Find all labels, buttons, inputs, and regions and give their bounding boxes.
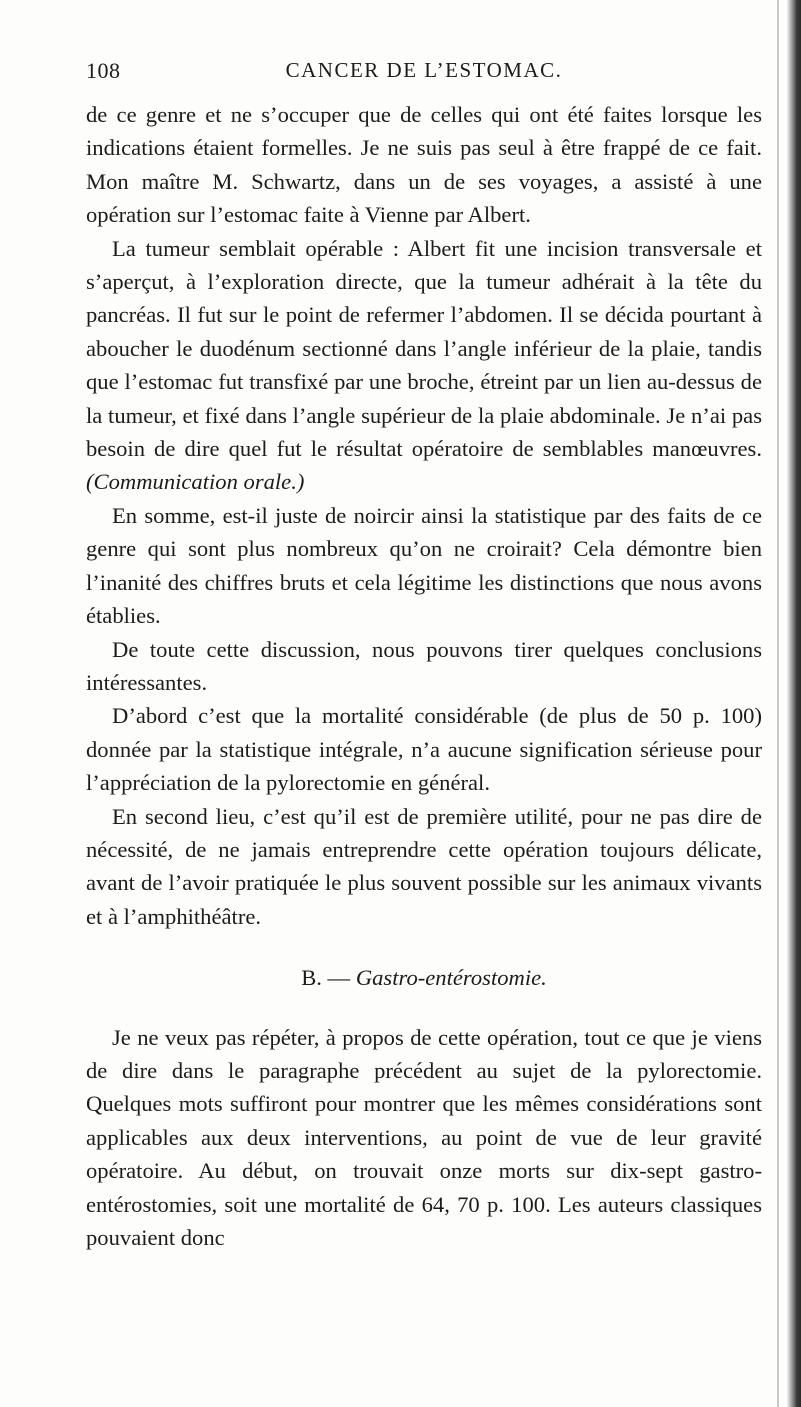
paragraph-6 (86, 800, 762, 934)
paragraph-4-text: De toute cette discussion, nous pouvons tirer quelques conclusions intéressantes. (86, 636, 762, 695)
section-title: Gastro-entérostomie. (355, 965, 547, 991)
paragraph-1 (86, 98, 762, 232)
paragraph-2 (86, 232, 762, 499)
section-heading (86, 961, 762, 994)
paragraph-1-text: de ce genre et ne s’occuper que de celles qui ont été faites lorsque les indications étaient formelles. Je ne suis pas seul à être frappé de ce fait. Mon maître M. Schwartz, dans un de ses voyages, a assisté à une opération sur l’estomac faite à Vienne par Albert. (86, 102, 762, 228)
paragraph-2-note: (Communication orale.) (86, 469, 305, 495)
paragraph-7 (86, 1021, 762, 1255)
paragraph-5-text: D’abord c’est que la mortalité considérable (de plus de 50 p. 100) donnée par la statistique intégrale, n’a aucune signification sérieuse pour l’appréciation de la pylorectomie en général. (86, 703, 762, 796)
running-head (86, 58, 762, 88)
paragraph-6-text: En second lieu, c’est qu’il est de première utilité, pour ne pas dire de nécessité, de ne jamais entreprendre cette opération toujours délicate, avant de l’avoir pratiquée le plus souvent possible sur les animaux vivants et à l’amphithéâtre. (86, 803, 762, 929)
body-text (86, 98, 762, 1254)
paragraph-3 (86, 499, 762, 633)
paragraph-4 (86, 633, 762, 700)
scan-edge-line (777, 0, 779, 1407)
running-title: CANCER DE L’ESTOMAC. (285, 58, 563, 82)
paragraph-2-text: La tumeur semblait opérable : Albert fit une incision transversale et s’aperçut, à l’exploration directe, que la tumeur adhérait à la tête du pancréas. Il fut sur le point de refermer l’abdomen. Il se décida pourtant à aboucher le duodénum sectionné dans l’angle inférieur de la plaie, tandis que l’estomac fut transfixé par une broche, étreint par un lien au-dessus de la tumeur, et fixé dans l’angle supérieur de la plaie abdominale. Je n’ai pas besoin de dire quel fut le résultat opératoire de semblables manœuvres. (86, 235, 762, 462)
paragraph-5 (86, 699, 762, 799)
paragraph-7-text: Je ne veux pas répéter, à propos de cette opération, tout ce que je viens de dire dans le paragraphe précédent au sujet de la pylorectomie. Quelques mots suffiront pour montrer que les mêmes considérations sont applicables aux deux interventions, au point de vue de leur gravité opératoire. Au début, on trouvait onze morts sur dix-sept gastro-entérostomies, soit une mortalité de 64, 70 p. 100. Les auteurs classiques pouvaient donc (86, 1024, 762, 1250)
section-label: B. — (301, 965, 351, 991)
paragraph-3-text: En somme, est-il juste de noircir ainsi la statistique par des faits de ce genre qui sont plus nombreux qu’on ne croirait? Cela démontre bien l’inanité des chiffres bruts et cela légitime les distinctions que nous avons établies. (86, 502, 762, 629)
scan-edge (787, 0, 801, 1407)
page-number: 108 (86, 58, 121, 83)
